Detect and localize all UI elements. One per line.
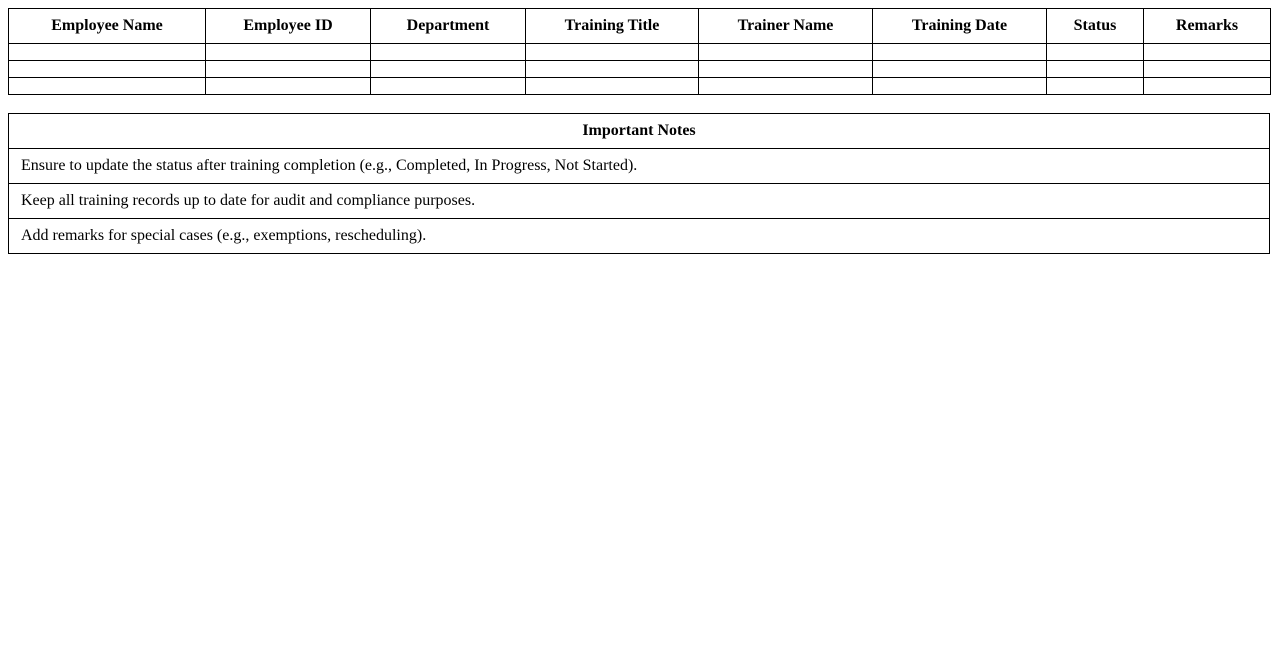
note-row (9, 184, 1270, 219)
note-item: Add remarks for special cases (e.g., exemptions, rescheduling). (9, 219, 1270, 254)
table-cell (1047, 78, 1144, 95)
table-cell (699, 78, 873, 95)
table-cell (873, 78, 1047, 95)
table-cell (1047, 61, 1144, 78)
table-cell (1144, 78, 1271, 95)
note-row (9, 219, 1270, 254)
table-cell (9, 78, 206, 95)
table-row (9, 78, 1271, 95)
table-cell (526, 61, 699, 78)
table-row (9, 61, 1271, 78)
document-body (8, 8, 1270, 254)
note-row (9, 149, 1270, 184)
table-cell (9, 44, 206, 61)
table-cell (9, 61, 206, 78)
table-header-row (9, 9, 1271, 44)
table-cell (206, 78, 371, 95)
table-cell (1144, 61, 1271, 78)
table-cell (1047, 44, 1144, 61)
table-cell (873, 61, 1047, 78)
table-cell (526, 44, 699, 61)
table-cell (873, 44, 1047, 61)
table-cell (699, 61, 873, 78)
table-cell (206, 44, 371, 61)
header-trainer-name: Trainer Name (699, 9, 873, 44)
header-employee-name: Employee Name (9, 9, 206, 44)
header-training-title: Training Title (526, 9, 699, 44)
header-remarks: Remarks (1144, 9, 1271, 44)
table-cell (371, 44, 526, 61)
table-cell (206, 61, 371, 78)
table-cell (1144, 44, 1271, 61)
table-cell (526, 78, 699, 95)
notes-header-row (9, 114, 1270, 149)
table-cell (371, 78, 526, 95)
table-cell (699, 44, 873, 61)
header-department: Department (371, 9, 526, 44)
note-item: Ensure to update the status after training completion (e.g., Completed, In Progress, Not Started). (9, 149, 1270, 184)
table-cell (371, 61, 526, 78)
header-training-date: Training Date (873, 9, 1047, 44)
notes-title: Important Notes (9, 114, 1270, 149)
important-notes-table (8, 113, 1270, 254)
note-item: Keep all training records up to date for audit and compliance purposes. (9, 184, 1270, 219)
table-row (9, 44, 1271, 61)
header-employee-id: Employee ID (206, 9, 371, 44)
training-records-table (8, 8, 1271, 95)
header-status: Status (1047, 9, 1144, 44)
